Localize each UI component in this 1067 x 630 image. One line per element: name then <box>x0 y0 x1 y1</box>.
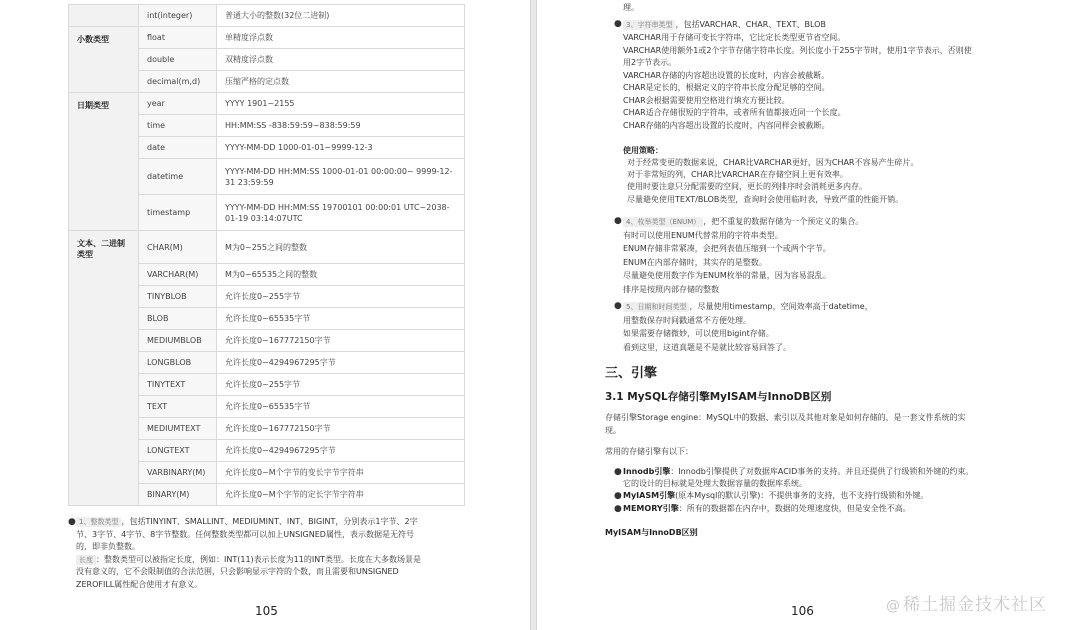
type-desc-cell: 允许长度0~65535字节 <box>217 308 465 330</box>
item5-lines <box>623 314 1043 354</box>
type-desc-cell: 允许长度0~255字节 <box>217 286 465 308</box>
table-body <box>69 5 465 506</box>
at-icon: @ <box>886 598 901 614</box>
category-cell: 日期类型 <box>69 93 139 231</box>
type-desc-cell: M为0~65535之间的整数 <box>217 264 465 286</box>
text-line: 对于非常短的列，CHAR比VARCHAR在存储空间上更有效率。 <box>627 170 848 180</box>
text-line: CHAR会根据需要使用空格进行填充方便比较。 <box>623 95 790 105</box>
type-desc-cell: 允许长度0~4294967295字节 <box>217 440 465 462</box>
category-cell: 小数类型 <box>69 27 139 93</box>
section-title: 三、引擎 <box>605 366 658 381</box>
right-page <box>537 0 1067 630</box>
tag-label: 5、日期和时间类型 <box>623 302 689 312</box>
note-text: 的，即非负整数。 <box>76 542 140 551</box>
paragraph: 常用的存储引擎有以下： <box>605 447 693 456</box>
bullet-icon: ● <box>68 517 76 527</box>
type-desc-cell: 允许长度0~167772150字节 <box>217 418 465 440</box>
type-name-cell: float <box>139 27 217 49</box>
bullet-icon: ● <box>614 503 622 514</box>
type-desc-cell: 允许长度0~M个字节的定长字节字符串 <box>217 484 465 506</box>
list-item-heading <box>623 216 863 228</box>
type-name-cell: MEDIUMTEXT <box>139 418 217 440</box>
sub-title: 3.1 MySQL存储引擎MyISAM与InnoDB区别 <box>605 391 832 403</box>
type-desc-cell: 允许长度0~255字节 <box>217 374 465 396</box>
bullet-icon: ● <box>614 216 622 226</box>
table-row <box>69 27 465 49</box>
text-line: 使用时要注意只分配需要的空间，更长的列排序时会消耗更多内存。 <box>627 182 867 192</box>
text-line: 尽量避免使用数字作为ENUM枚举的常量，因为容易混乱。 <box>623 271 831 281</box>
text-line: 看到这里，这道真题是不是就比较容易回答了。 <box>623 342 791 352</box>
strategy-lines <box>627 157 1047 206</box>
bullet-icon: ● <box>614 467 622 477</box>
list-item <box>68 516 461 591</box>
type-desc-cell: 双精度浮点数 <box>217 49 465 71</box>
type-name-cell: time <box>139 115 217 137</box>
text-line: CHAR存储的内容超出设置的长度时，内容同样会被截断。 <box>623 120 830 130</box>
note-text: 节、3字节、4字节、8字节整数。任何整数类型都可以加上UNSIGNED属性，表示数据是无符号 <box>76 529 414 539</box>
type-desc-cell: M为0~255之间的整数 <box>217 231 465 264</box>
type-name-cell: BINARY(M) <box>139 484 217 506</box>
type-desc-cell: YYYY-MM-DD HH:MM:SS 1000-01-01 00:00:00~ 9999-12-31 23:59:59 <box>217 159 465 195</box>
bullet-icon: ● <box>614 491 622 502</box>
continued-text: 理。 <box>623 3 639 12</box>
type-name-cell: date <box>139 137 217 159</box>
type-desc-cell: 单精度浮点数 <box>217 27 465 49</box>
item-text: ，尽量使用timestamp，空间效率高于datetime， <box>689 302 873 311</box>
text-line: 如果需要存储微妙，可以使用bigint存储。 <box>623 329 774 339</box>
type-name-cell: int(integer) <box>139 5 217 27</box>
page-number: 106 <box>791 604 814 618</box>
note-text: 没有意义的，它不会限制值的合法范围，只会影响显示字符的个数，而且需要和UNSIGNED <box>76 567 399 576</box>
type-desc-cell: YYYY-MM-DD 1000-01-01~9999-12-3 <box>217 137 465 159</box>
type-name-cell: VARCHAR(M) <box>139 264 217 286</box>
note-text: ZEROFILL属性配合使用才有意义。 <box>76 579 203 589</box>
type-name-cell: timestamp <box>139 195 217 231</box>
type-desc-cell: YYYY-MM-DD HH:MM:SS 19700101 00:00:01 UTC~2038-01-19 03:14:07UTC <box>217 195 465 231</box>
text-line: ENUM在内部存储时，其实存的是整数。 <box>623 257 767 267</box>
type-desc-cell: HH:MM:SS -838:59:59~838:59:59 <box>217 115 465 137</box>
paragraph: 存储引擎Storage engine：MySQL中的数据、索引以及其他对象是如何存储的，是一套文件系统的实 <box>605 413 966 422</box>
engine-name: MEMORY引擎 <box>623 503 679 513</box>
text-line: 排序是按照内部存储的整数 <box>623 284 719 294</box>
tag-label: 3、字符串类型 <box>623 20 675 30</box>
text-line: CHAR是定长的，根据定义的字符串长度分配足够的空间。 <box>623 83 830 92</box>
bullet-icon: ● <box>614 19 622 29</box>
engine-extra: 它的设计的目标就是处理大数据容量的数据库系统。 <box>623 479 807 489</box>
engine-text: (原本Mysql的默认引擎)：不提供事务的支持，也不支持行级锁和外键。 <box>675 491 929 501</box>
type-desc-cell: 允许长度0~M个字节的变长字节字符串 <box>217 462 465 484</box>
type-name-cell: VARBINARY(M) <box>139 462 217 484</box>
engine-list <box>614 466 1043 515</box>
text-line: CHAR适合存储很短的字符串，或者所有值都接近同一个长度。 <box>623 108 846 117</box>
category-cell <box>69 5 139 27</box>
engine-text: ：所有的数据都在内存中，数据的处理速度快，但是安全性不高。 <box>678 503 911 513</box>
text-line: 对于经常变更的数据来说，CHAR比VARCHAR更好，因为CHAR不容易产生碎片。 <box>627 158 919 167</box>
text-line: 尽量避免使用TEXT/BLOB类型，查询时会使用临时表，导致严重的性能开销。 <box>627 194 904 204</box>
type-name-cell: CHAR(M) <box>139 231 217 264</box>
type-desc-cell: 允许长度0~4294967295字节 <box>217 352 465 374</box>
note-text: ：整数类型可以被指定长度，例如：INT(11)表示长度为11的INT类型。长度在大多数场景是 <box>96 554 422 564</box>
text-line: VARCHAR用于存储可变长字符串，它比定长类型更节省空间。 <box>623 33 846 42</box>
type-name-cell: TEXT <box>139 396 217 418</box>
engine-name: Innodb引擎 <box>623 467 671 476</box>
bullet-icon: ● <box>614 301 622 311</box>
engine-text: ：Innodb引擎提供了对数据库ACID事务的支持。并且还提供了行级锁和外键的约束。 <box>670 467 974 476</box>
engine-item <box>614 466 1043 490</box>
tag-label: 1、整数类型 <box>76 517 121 527</box>
list-item-heading <box>623 19 826 31</box>
type-name-cell: TINYBLOB <box>139 286 217 308</box>
type-name-cell: double <box>139 49 217 71</box>
type-desc-cell: YYYY 1901~2155 <box>217 93 465 115</box>
table-row <box>69 93 465 115</box>
watermark <box>886 590 1047 615</box>
text-line: ENUM存储非常紧凑，会把列表值压缩到一个或两个字节。 <box>623 244 831 254</box>
text-line: VARCHAR使用额外1或2个字节存储字符串长度。列长度小于255字节时，使用1字节表示，否则使 <box>623 45 972 55</box>
type-name-cell: BLOB <box>139 308 217 330</box>
text-line: 有时可以使用ENUM代替常用的字符串类型。 <box>623 231 783 240</box>
category-cell: 文本、二进制类型 <box>69 231 139 506</box>
compare-title: MyISAM与InnoDB区别 <box>605 528 698 537</box>
type-name-cell: datetime <box>139 159 217 195</box>
type-desc-cell: 压缩严格的定点数 <box>217 71 465 93</box>
engine-name: MyIASM引擎 <box>623 491 676 501</box>
table-row <box>69 231 465 264</box>
item-text: ，把不重复的数据存储为一个预定义的集合。 <box>703 217 864 226</box>
mysql-types-table <box>68 4 465 506</box>
left-page <box>0 0 530 630</box>
list-item-heading <box>623 301 873 313</box>
type-name-cell: MEDIUMBLOB <box>139 330 217 352</box>
item3-lines <box>623 32 1043 132</box>
tag-label: 长度 <box>76 555 96 565</box>
page-number: 105 <box>255 604 278 618</box>
text-line: 用整数保存时间戳通常不方便处理。 <box>623 316 751 325</box>
text-line: VARCHAR存储的内容超出设置的长度时，内容会被截断。 <box>623 70 830 80</box>
strategy-title: 使用策略： <box>623 146 663 155</box>
item4-lines <box>623 229 1043 296</box>
type-name-cell: LONGBLOB <box>139 352 217 374</box>
engine-item <box>614 490 1043 502</box>
type-name-cell: TINYTEXT <box>139 374 217 396</box>
type-name-cell: year <box>139 93 217 115</box>
paragraph: 现。 <box>605 426 621 435</box>
note-list <box>68 516 461 591</box>
type-desc-cell: 允许长度0~167772150字节 <box>217 330 465 352</box>
table-row <box>69 5 465 27</box>
note-text: ，包括TINYINT、SMALLINT、MEDIUMINT、INT、BIGINT，分别表示1字节、2字 <box>121 517 418 526</box>
type-desc-cell: 允许长度0~65535字节 <box>217 396 465 418</box>
watermark-text: 稀土掘金技术社区 <box>903 595 1047 615</box>
engine-item <box>614 503 1043 515</box>
type-desc-cell: 普通大小的整数(32位二进制) <box>217 5 465 27</box>
text-line: 用2字节表示。 <box>623 58 677 67</box>
page-gutter <box>530 0 537 630</box>
type-name-cell: LONGTEXT <box>139 440 217 462</box>
item-text: ，包括VARCHAR、CHAR、TEXT、BLOB <box>675 20 826 29</box>
tag-label: 4、枚举类型（ENUM） <box>623 217 703 227</box>
type-name-cell: decimal(m,d) <box>139 71 217 93</box>
